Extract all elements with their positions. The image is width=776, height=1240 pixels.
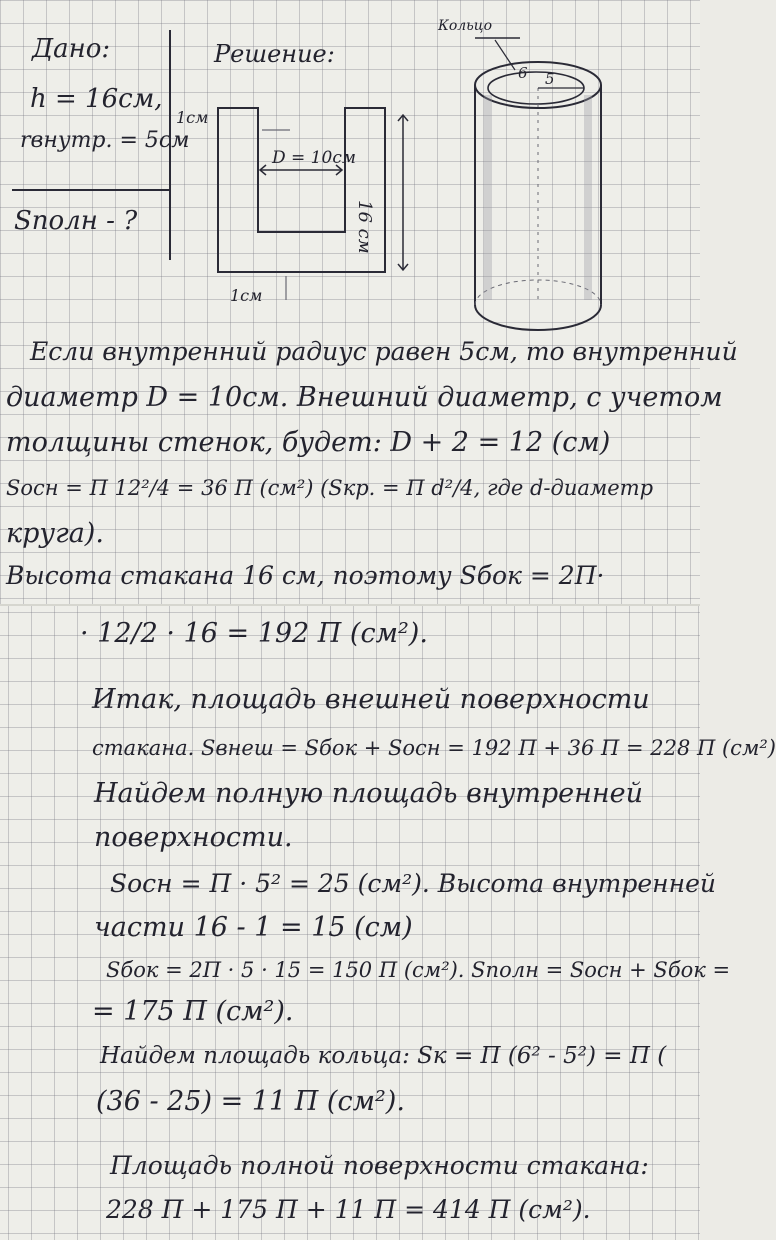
diameter-label: D = 10см — [272, 148, 356, 168]
given-radius: rвнутр. = 5см — [20, 128, 190, 153]
solution-title: Решение: — [214, 40, 335, 68]
text-line: Sбок = 2П · 5 · 15 = 150 П (см²). Sполн = Sосн + Sбок = — [106, 958, 731, 982]
sketch-drawings — [0, 0, 700, 606]
cylinder-top-outer — [475, 62, 601, 108]
text-line: Высота стакана 16 см, поэтому Sбок = 2П· — [6, 561, 605, 590]
text-line: Sосн = П · 5² = 25 (см²). Высота внутренней — [110, 869, 717, 898]
notebook-sheet-top — [0, 0, 738, 606]
text-line: Найдем полную площадь внутренней — [94, 778, 644, 809]
cylinder-bottom-back — [475, 280, 601, 305]
text-line: Площадь полной поверхности стакана: — [110, 1151, 649, 1180]
text-line: · 12/2 · 16 = 192 П (см²). — [80, 618, 428, 649]
given-title: Дано: — [32, 34, 111, 64]
bottom-thickness-label: 1см — [230, 286, 263, 305]
given-height: h = 16см, — [30, 84, 163, 114]
text-line: Если внутренний радиус равен 5см, то внутренний — [30, 337, 738, 366]
height-label: 16 см — [354, 200, 375, 254]
find-label: Sполн - ? — [14, 206, 138, 236]
ring-label: Кольцо — [438, 18, 492, 34]
text-line: поверхности. — [94, 822, 293, 853]
text-line: Sосн = П 12²/4 = 36 П (см²) (Sкр. = П d²/4, где d-диаметр — [6, 476, 654, 500]
text-line: 228 П + 175 П + 11 П = 414 П (см²). — [106, 1195, 591, 1224]
cylinder-bottom-front — [475, 305, 601, 330]
notebook-sheet-bottom — [0, 606, 776, 1240]
text-line: Найдем площадь кольца: Sк = П (6² - 5²) = П ( — [100, 1043, 667, 1069]
wall-thickness-label: 1см — [176, 108, 209, 127]
text-line: стакана. Sвнеш = Sбок + Sосн = 192 П + 36 П = 228 П (см²) — [92, 736, 776, 760]
inner-radius-label: 5 — [545, 70, 555, 88]
outer-radius-label: 6 — [518, 64, 528, 82]
text-line: части 16 - 1 = 15 (см) — [94, 912, 413, 943]
text-line: круга). — [6, 518, 104, 549]
text-line: диаметр D = 10см. Внешний диаметр, с учетом — [6, 382, 723, 413]
text-line: (36 - 25) = 11 П (см²). — [96, 1086, 405, 1117]
text-line: Итак, площадь внешней поверхности — [92, 684, 650, 715]
text-line: = 175 П (см²). — [92, 996, 294, 1027]
text-line: толщины стенок, будет: D + 2 = 12 (см) — [6, 427, 611, 458]
